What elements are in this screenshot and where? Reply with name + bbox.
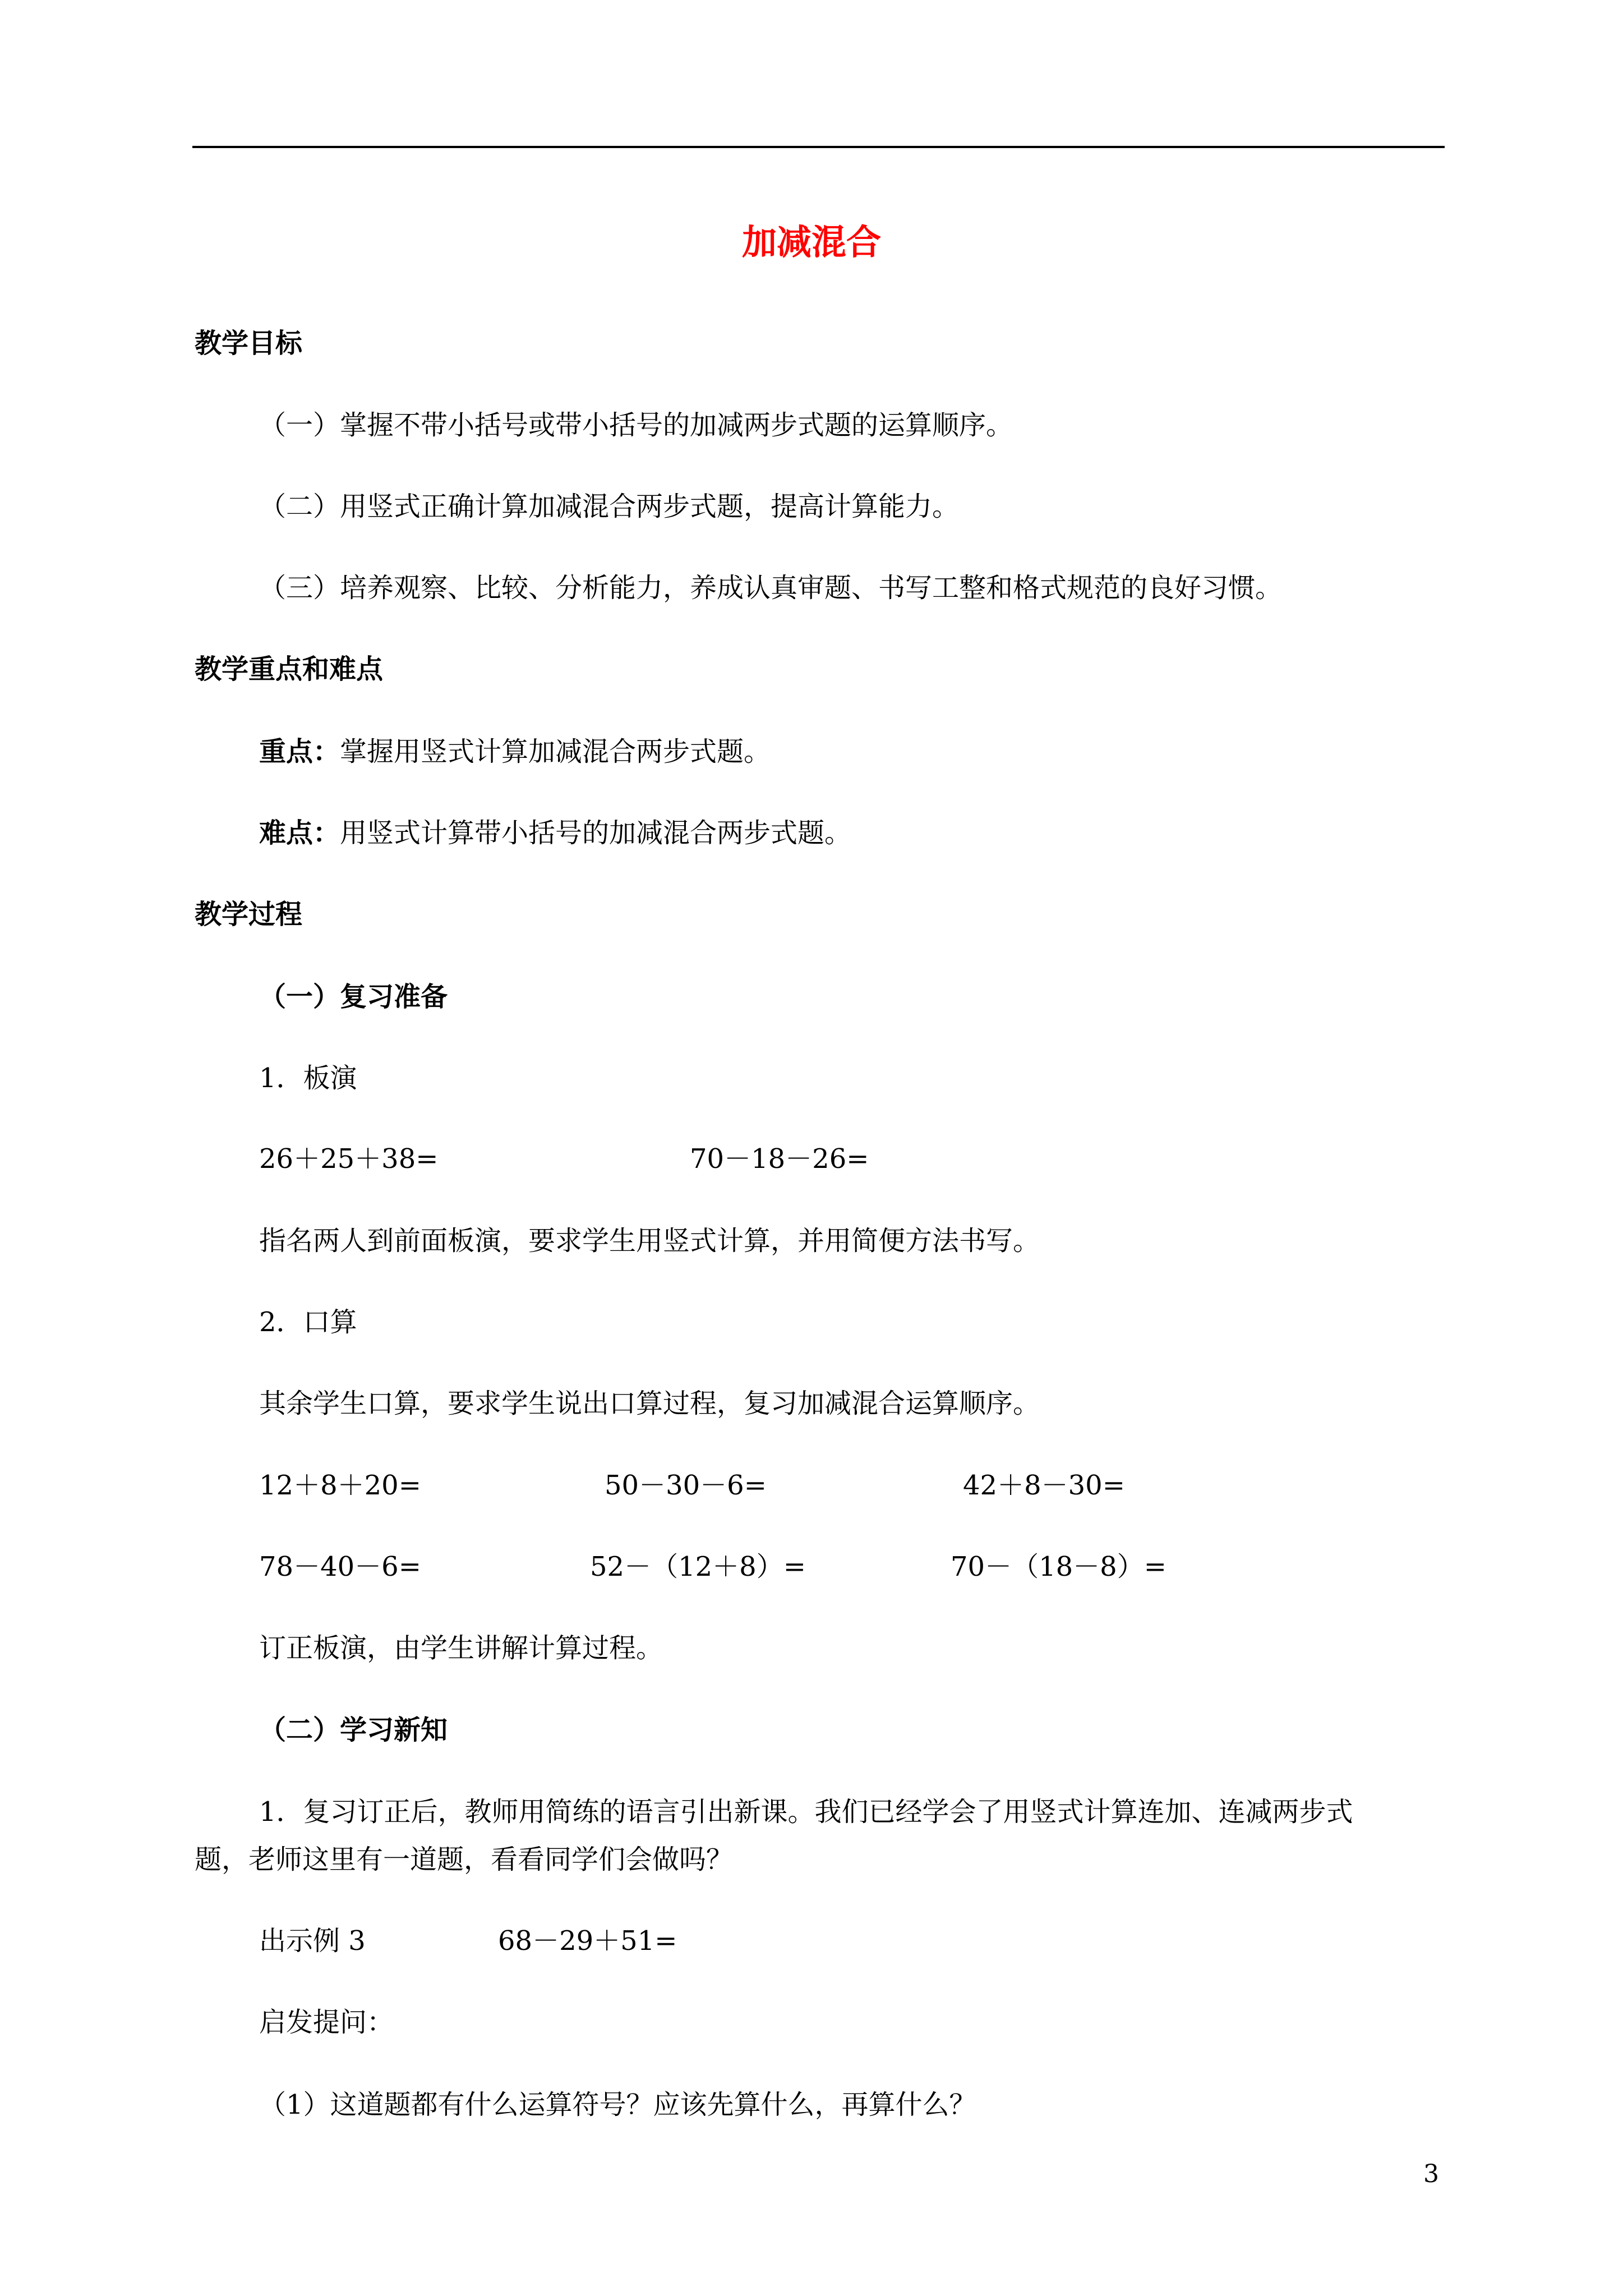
heading-teaching-process: 教学过程 [195, 899, 303, 930]
document-title: 加减混合 [741, 222, 881, 263]
difficulty-label: 难点： [259, 817, 340, 849]
goal-item-3: （三）培养观察、比较、分析能力，养成认真审题、书写工整和格式规范的良好习惯。 [259, 572, 1283, 604]
example-label: 出示例 3 [259, 1925, 366, 1957]
oral-expr-2: 50－30－6= [605, 1470, 767, 1501]
oral-expr-6: 70－（18－8）= [951, 1551, 1166, 1582]
paragraph-line-1: 1．复习订正后，教师用简练的语言引出新课。我们已经学会了用竖式计算连加、连减两步式 [259, 1796, 1353, 1828]
paragraph-line-2: 题，老师这里有一道题，看看同学们会做吗？ [195, 1844, 734, 1875]
subheading-review: （一）复习准备 [259, 981, 448, 1013]
oral-expr-3: 42＋8－30= [963, 1470, 1125, 1501]
question-1: （1）这道题都有什么运算符号？应该先算什么，再算什么？ [259, 2089, 976, 2120]
difficulty-text: 用竖式计算带小括号的加减混合两步式题。 [340, 817, 852, 849]
oral-expr-5: 52－（12＋8）= [590, 1551, 806, 1582]
heading-teaching-goals: 教学目标 [195, 328, 303, 359]
item-board-demo: 1．板演 [259, 1062, 357, 1094]
correction-note: 订正板演，由学生讲解计算过程。 [259, 1632, 663, 1664]
item-oral: 2．口算 [259, 1306, 357, 1338]
heading-key-points: 教学重点和难点 [195, 654, 384, 685]
header-rule [192, 146, 1445, 148]
page-number: 3 [1423, 2160, 1439, 2188]
board-expr-2: 70－18－26= [690, 1143, 869, 1175]
subheading-new-knowledge: （二）学习新知 [259, 1714, 448, 1746]
key-point-label: 重点： [259, 736, 340, 767]
goal-item-2: （二）用竖式正确计算加减混合两步式题，提高计算能力。 [259, 491, 960, 522]
difficulty-line [259, 816, 851, 850]
board-expr-1: 26＋25＋38= [259, 1143, 439, 1175]
board-note: 指名两人到前面板演，要求学生用竖式计算，并用简便方法书写。 [259, 1225, 1040, 1257]
goal-item-1: （一）掌握不带小括号或带小括号的加减两步式题的运算顺序。 [259, 409, 1013, 441]
prompt-label: 启发提问： [259, 2007, 394, 2038]
oral-note: 其余学生口算，要求学生说出口算过程，复习加减混合运算顺序。 [259, 1388, 1040, 1419]
key-point-line [259, 735, 771, 769]
oral-expr-1: 12＋8＋20= [259, 1470, 421, 1501]
example-expression: 68－29＋51= [498, 1925, 677, 1957]
oral-expr-4: 78－40－6= [259, 1551, 421, 1582]
key-point-text: 掌握用竖式计算加减混合两步式题。 [340, 736, 771, 767]
